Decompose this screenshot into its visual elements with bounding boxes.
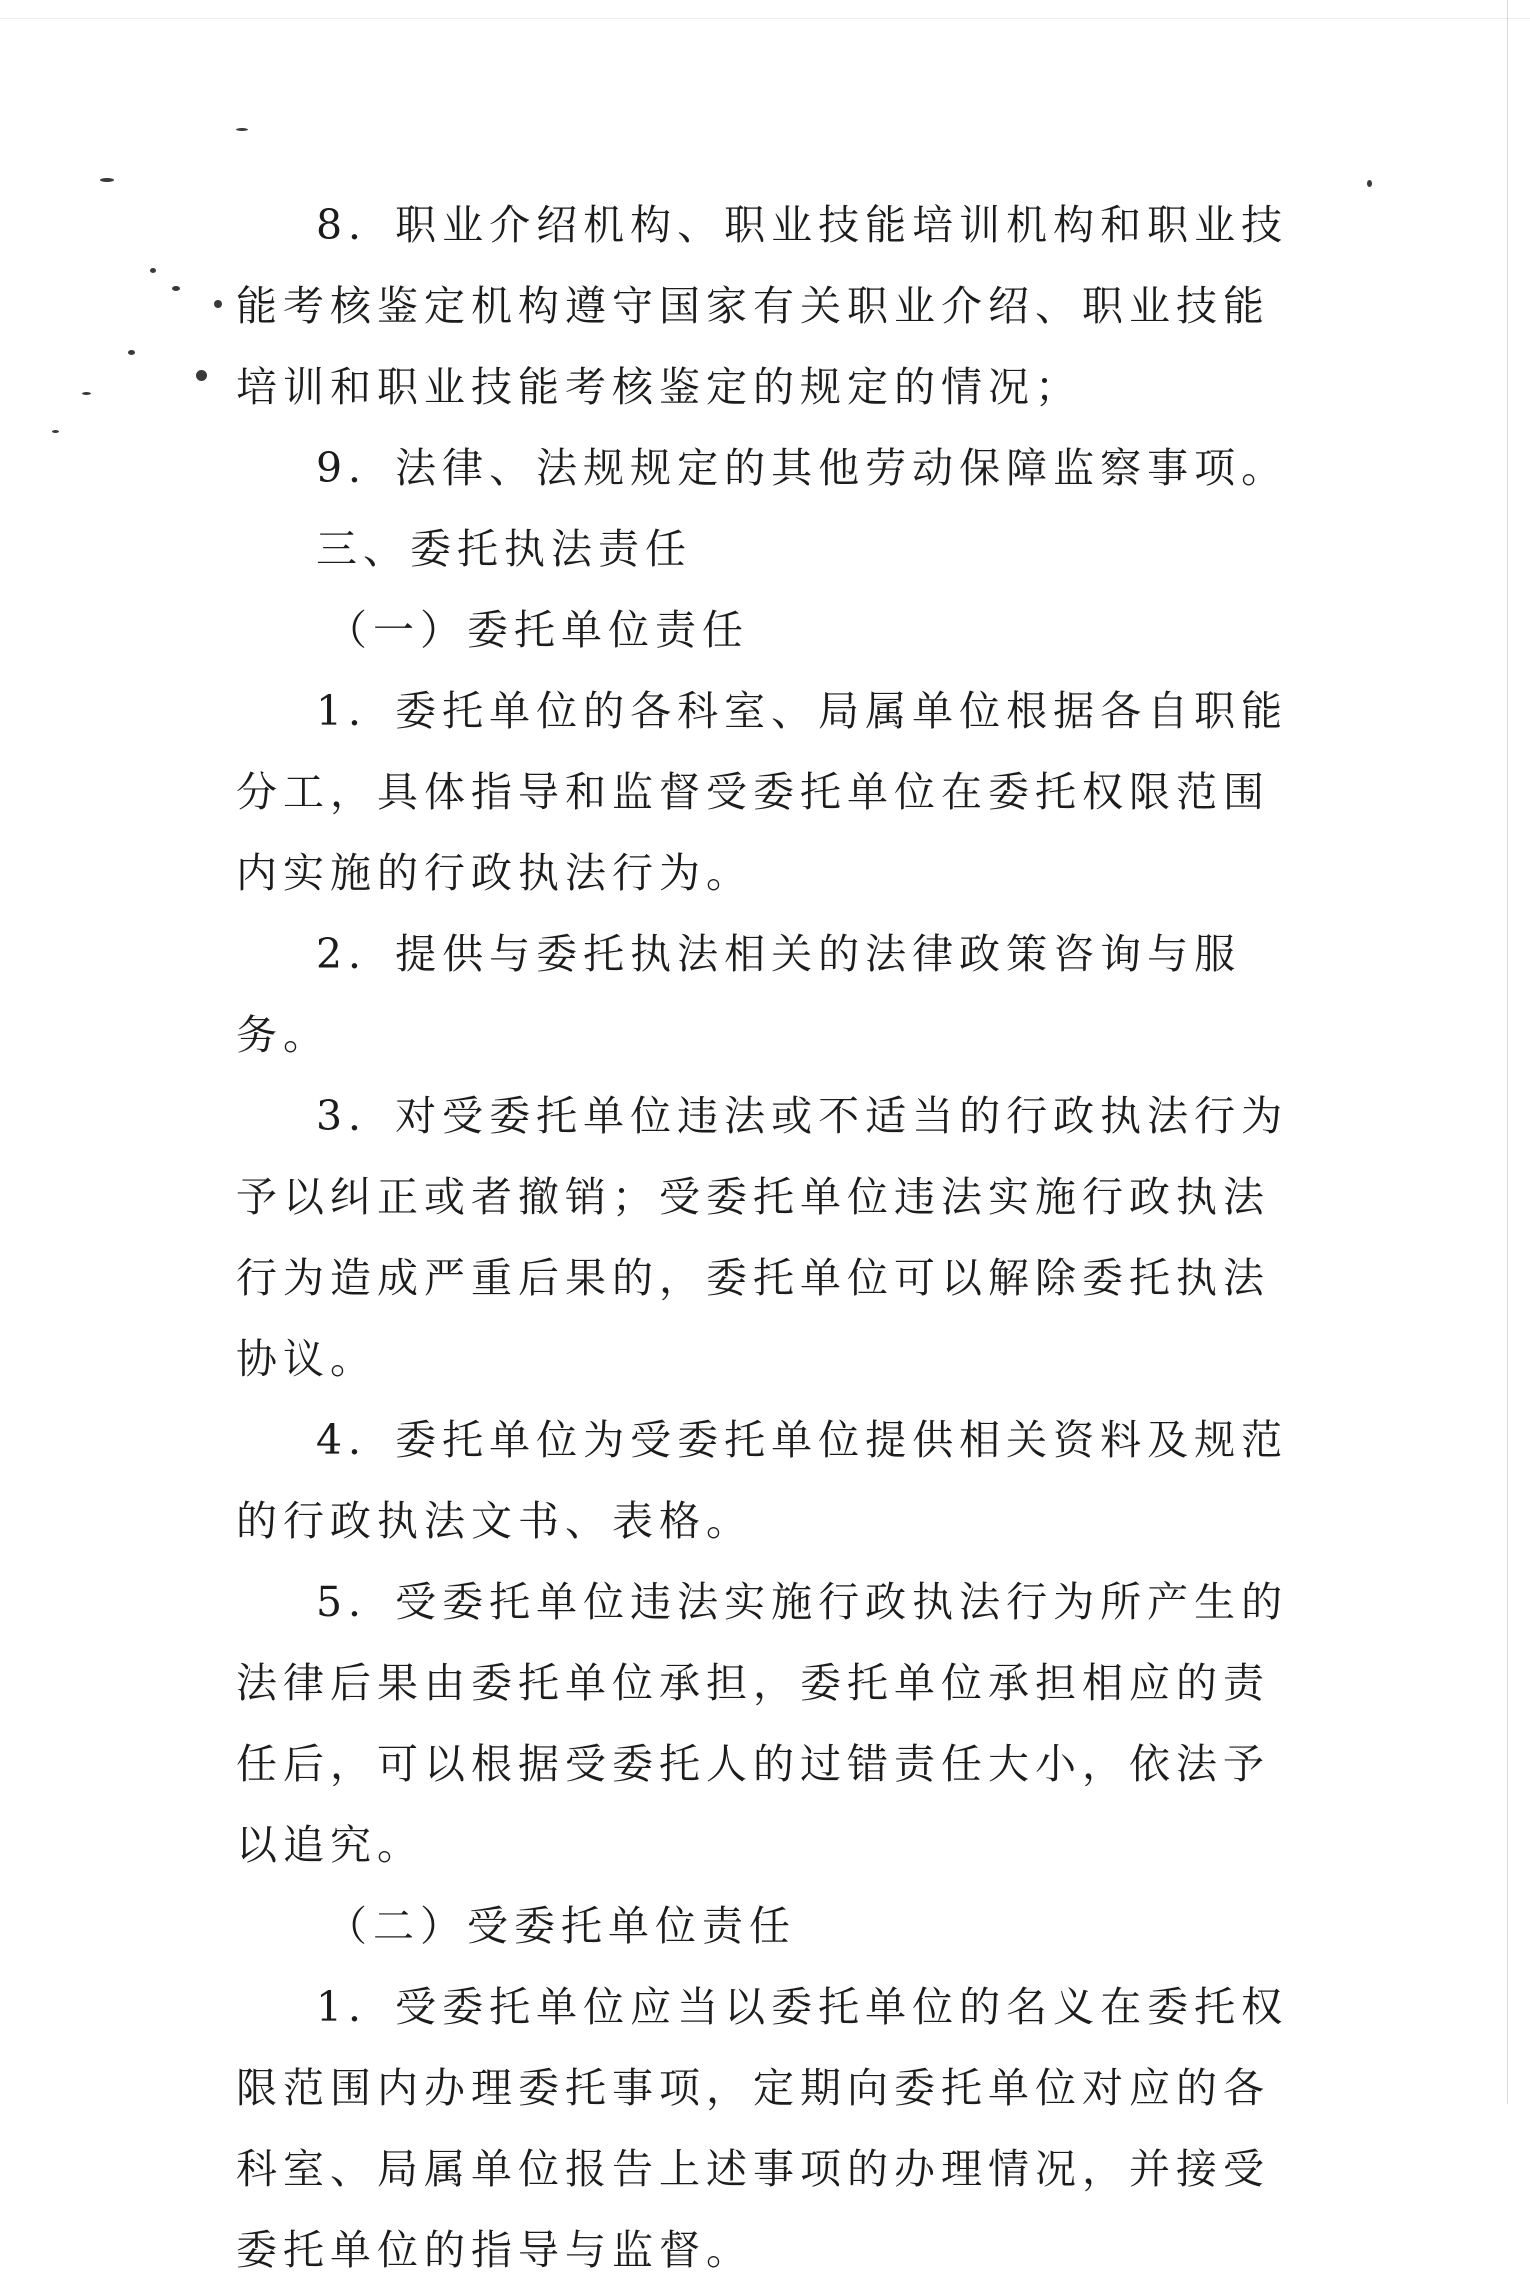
scan-speck (100, 178, 114, 182)
paragraph-item-8: 8．职业介绍机构、职业技能培训机构和职业技能考核鉴定机构遵守国家有关职业介绍、职业技能培训和职业技能考核鉴定的规定的情况； (236, 201, 1289, 411)
scan-speck (196, 370, 207, 381)
scan-speck (52, 430, 59, 433)
paragraph-a-2: 2．提供与委托执法相关的法律政策咨询与服务。 (236, 930, 1242, 1059)
document-body (236, 185, 1290, 2291)
paragraph-a-5: 5．受委托单位违法实施行政执法行为所产生的法律后果由委托单位承担，委托单位承担相应的责任后，可以根据受委托人的过错责任大小，依法予以追究。 (236, 1578, 1289, 1869)
scan-speck (150, 268, 156, 273)
scan-speck (82, 392, 91, 395)
scan-speck (1367, 180, 1372, 187)
scan-edge-right (1507, 0, 1508, 2104)
scan-speck (236, 128, 248, 131)
paragraph-item-9: 9．法律、法规规定的其他劳动保障监察事项。 (316, 444, 1289, 492)
paragraph-a-4: 4．委托单位为受委托单位提供相关资料及规范的行政执法文书、表格。 (236, 1416, 1289, 1545)
section-heading: 三、委托执法责任 (316, 525, 692, 573)
scan-speck (128, 350, 135, 355)
scan-edge-top (0, 18, 1530, 19)
paragraph-b-1: 1．受委托单位应当以委托单位的名义在委托权限范围内办理委托事项，定期向委托单位对应的各科室、局属单位报告上述事项的办理情况，并接受委托单位的指导与监督。 (236, 1983, 1289, 2274)
scan-speck (214, 300, 222, 308)
subsection-heading-1: （一）委托单位责任 (326, 606, 749, 654)
scan-speck (172, 286, 180, 291)
paragraph-a-1: 1．委托单位的各科室、局属单位根据各自职能分工，具体指导和监督受委托单位在委托权限范围内实施的行政执法行为。 (236, 687, 1289, 897)
paragraph-a-3: 3．对受委托单位违法或不适当的行政执法行为予以纠正或者撤销；受委托单位违法实施行政执法行为造成严重后果的，委托单位可以解除委托执法协议。 (236, 1092, 1289, 1383)
subsection-heading-2: （二）受委托单位责任 (326, 1902, 796, 1950)
